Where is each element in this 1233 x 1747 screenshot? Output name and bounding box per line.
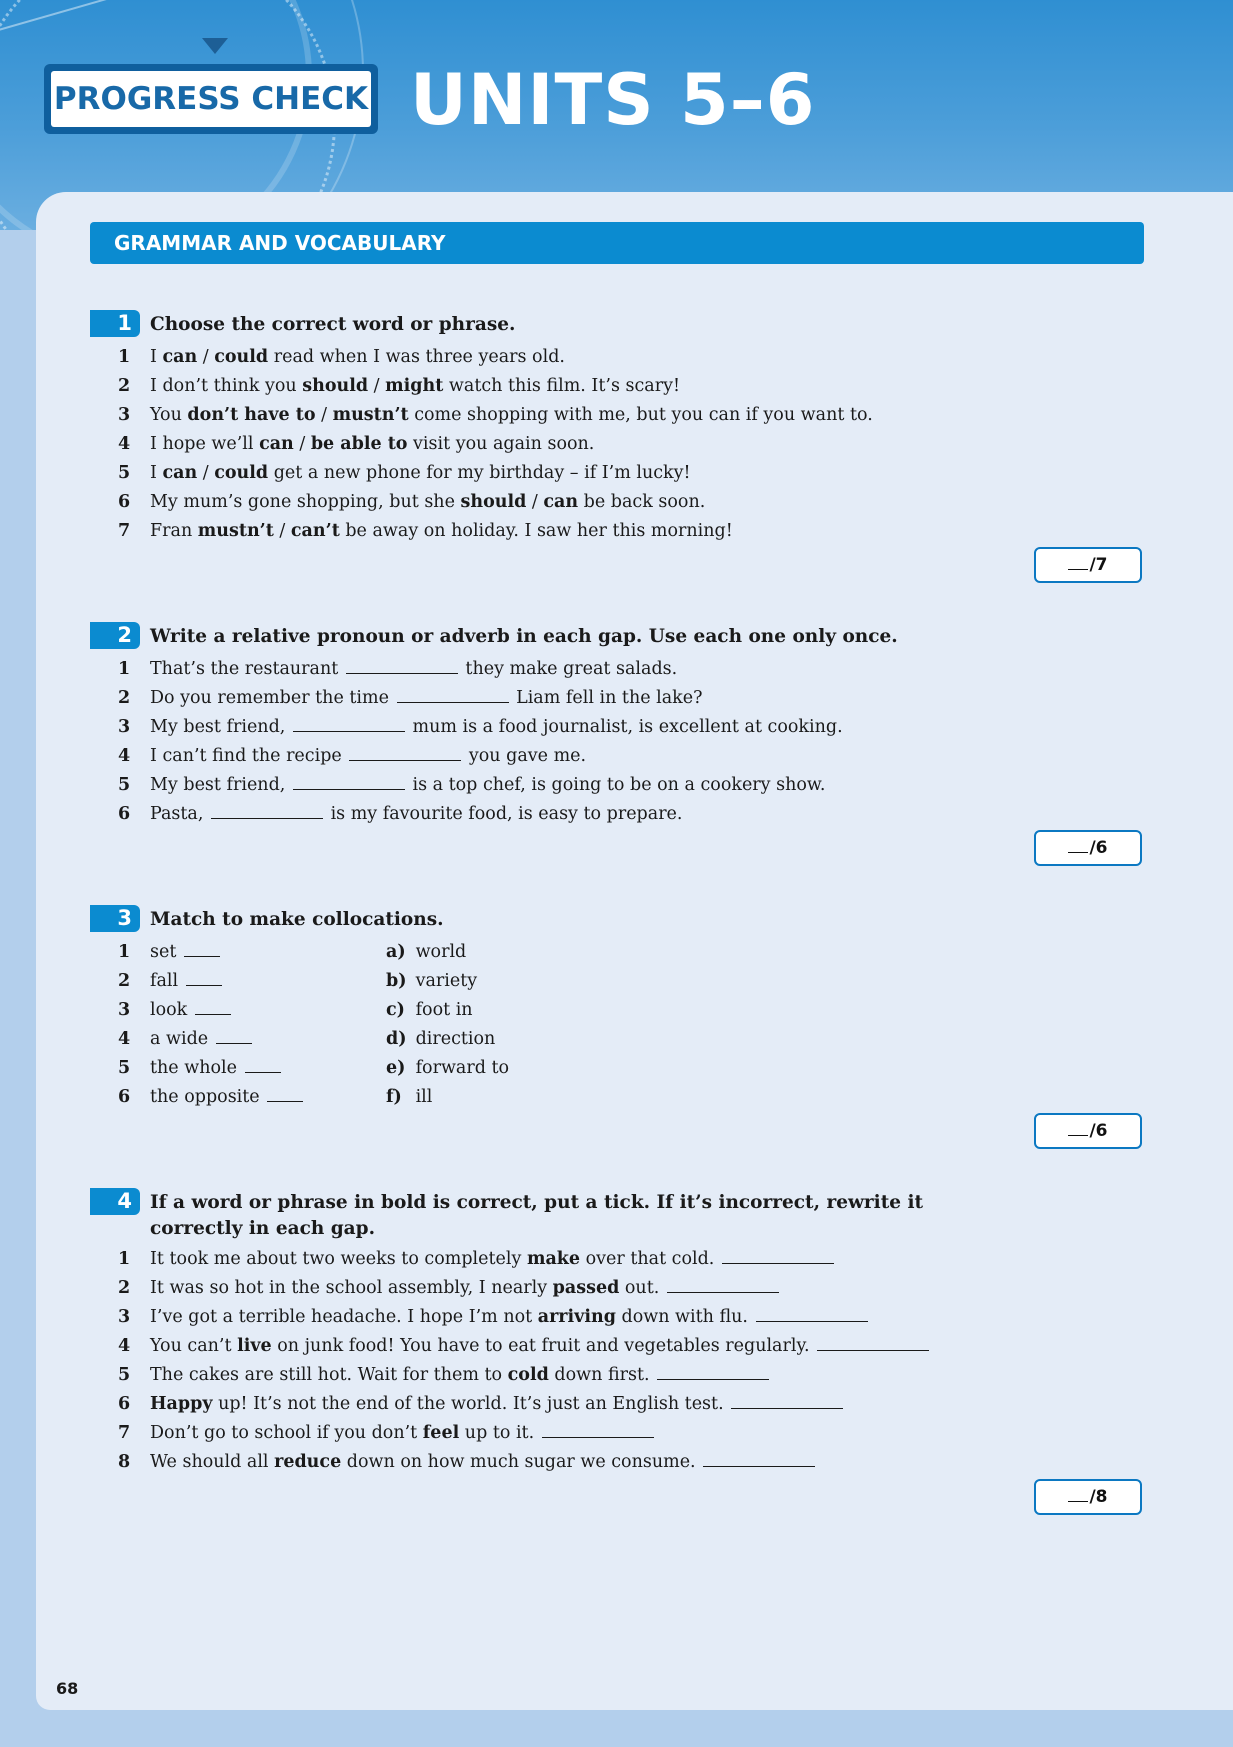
item-number: 5 bbox=[118, 1058, 131, 1078]
triangle-marker-icon bbox=[202, 38, 228, 54]
score-box[interactable] bbox=[1034, 1479, 1142, 1515]
item-text: watch this film. It’s scary! bbox=[443, 376, 680, 396]
option-text: ill bbox=[410, 1087, 433, 1107]
item-text: down with flu. bbox=[615, 1307, 754, 1327]
choice-option[interactable]: don’t have to bbox=[187, 405, 316, 425]
choice-separator: / bbox=[197, 347, 215, 367]
instruction-line: If a word or phrase in bold is correct, put a tick. If it’s incorrect, rewrite it bbox=[150, 1192, 924, 1213]
answer-gap[interactable] bbox=[657, 1378, 769, 1380]
item-text: out. bbox=[619, 1278, 665, 1298]
choice-option[interactable]: mustn’t bbox=[197, 521, 274, 541]
choice-separator: / bbox=[315, 405, 333, 425]
exercise-number: 1 bbox=[90, 310, 140, 337]
item-text: I don’t think you bbox=[150, 376, 303, 396]
item-text: over that cold. bbox=[580, 1249, 720, 1269]
item-text: I hope we’ll bbox=[150, 434, 260, 454]
score-box[interactable] bbox=[1034, 830, 1142, 866]
answer-gap[interactable] bbox=[817, 1349, 929, 1351]
score-box[interactable] bbox=[1034, 547, 1142, 583]
item-text: You bbox=[150, 405, 188, 425]
progress-check-label: PROGRESS CHECK bbox=[51, 71, 371, 127]
item-text: Do you remember the time bbox=[150, 688, 395, 708]
list-item bbox=[118, 1246, 1118, 1272]
option-text: world bbox=[410, 942, 467, 962]
list-item bbox=[118, 489, 1118, 515]
match-option bbox=[386, 1055, 509, 1081]
item-text: on junk food! You have to eat fruit and vegetables regularly. bbox=[271, 1336, 816, 1356]
list-item bbox=[118, 801, 1118, 827]
item-number: 5 bbox=[118, 775, 131, 795]
answer-gap[interactable] bbox=[195, 1013, 231, 1015]
item-text: That’s the restaurant bbox=[150, 659, 344, 679]
answer-gap[interactable] bbox=[245, 1071, 281, 1073]
answer-gap[interactable] bbox=[703, 1465, 815, 1467]
exercise-number: 2 bbox=[90, 622, 140, 649]
bold-phrase: make bbox=[526, 1249, 581, 1269]
list-item bbox=[118, 997, 378, 1023]
item-text: My mum’s gone shopping, but she bbox=[150, 492, 461, 512]
list-item bbox=[118, 373, 1118, 399]
list-item bbox=[118, 402, 1118, 428]
item-text: is my favourite food, is easy to prepare. bbox=[325, 804, 683, 824]
item-number: 6 bbox=[118, 804, 131, 824]
item-text: up to it. bbox=[459, 1423, 540, 1443]
item-number: 3 bbox=[118, 1000, 131, 1020]
match-option bbox=[386, 1026, 495, 1052]
bold-phrase: passed bbox=[552, 1278, 620, 1298]
choice-option[interactable]: can bbox=[259, 434, 294, 454]
answer-gap[interactable] bbox=[722, 1262, 834, 1264]
item-text: mum is a food journalist, is excellent at cooking. bbox=[406, 717, 843, 737]
exercise-instruction: Choose the correct word or phrase. bbox=[150, 314, 516, 335]
item-text: Fran bbox=[150, 521, 198, 541]
option-text: forward to bbox=[410, 1058, 510, 1078]
item-number: 4 bbox=[118, 1029, 131, 1049]
item-text: you gave me. bbox=[463, 746, 587, 766]
score-total: /7 bbox=[1089, 555, 1108, 575]
list-item bbox=[118, 939, 378, 965]
item-number: 8 bbox=[118, 1452, 131, 1472]
item-number: 2 bbox=[118, 688, 131, 708]
answer-gap[interactable] bbox=[293, 788, 405, 790]
item-text: My best friend, bbox=[150, 717, 291, 737]
item-number: 5 bbox=[118, 463, 131, 483]
progress-check-badge bbox=[44, 64, 378, 134]
item-text: is a top chef, is going to be on a cookery show. bbox=[406, 775, 826, 795]
answer-gap[interactable] bbox=[349, 759, 461, 761]
list-item bbox=[118, 1026, 378, 1052]
item-text: set bbox=[150, 942, 182, 962]
choice-option[interactable]: could bbox=[214, 347, 269, 367]
choice-separator: / bbox=[197, 463, 215, 483]
answer-gap[interactable] bbox=[542, 1436, 654, 1438]
item-number: 1 bbox=[118, 659, 131, 679]
score-total: /8 bbox=[1089, 1487, 1108, 1507]
item-number: 6 bbox=[118, 492, 131, 512]
list-item bbox=[118, 1084, 378, 1110]
choice-separator: / bbox=[293, 434, 311, 454]
page-title: UNITS 5–6 bbox=[410, 59, 816, 141]
item-text: a wide bbox=[150, 1029, 214, 1049]
item-text: You can’t bbox=[150, 1336, 238, 1356]
item-text: The cakes are still hot. Wait for them to bbox=[150, 1365, 508, 1385]
item-text: read when I was three years old. bbox=[268, 347, 565, 367]
answer-gap[interactable] bbox=[346, 672, 458, 674]
answer-gap[interactable] bbox=[186, 984, 222, 986]
choice-separator: / bbox=[273, 521, 291, 541]
item-number: 7 bbox=[118, 521, 131, 541]
score-box[interactable] bbox=[1034, 1113, 1142, 1149]
item-text: Liam fell in the lake? bbox=[510, 688, 703, 708]
choice-option[interactable]: could bbox=[214, 463, 269, 483]
score-blank bbox=[1068, 568, 1088, 570]
item-number: 3 bbox=[118, 405, 131, 425]
item-text: It was so hot in the school assembly, I nearly bbox=[150, 1278, 553, 1298]
answer-gap[interactable] bbox=[184, 955, 220, 957]
answer-gap[interactable] bbox=[756, 1320, 868, 1322]
exercise-instruction: Match to make collocations. bbox=[150, 909, 444, 930]
score-total: /6 bbox=[1089, 838, 1108, 858]
item-text: up! It’s not the end of the world. It’s just an English test. bbox=[212, 1394, 730, 1414]
option-letter: e) bbox=[386, 1058, 406, 1078]
item-text: down first. bbox=[548, 1365, 656, 1385]
list-item bbox=[118, 460, 1118, 486]
match-option bbox=[386, 1084, 432, 1110]
score-total: /6 bbox=[1089, 1121, 1108, 1141]
item-text: down on how much sugar we consume. bbox=[341, 1452, 702, 1472]
list-item bbox=[118, 1391, 1118, 1417]
page-number: 68 bbox=[56, 1679, 79, 1698]
item-number: 5 bbox=[118, 1365, 131, 1385]
list-item bbox=[118, 1420, 1118, 1446]
list-item bbox=[118, 743, 1118, 769]
item-number: 4 bbox=[118, 434, 131, 454]
list-item bbox=[118, 714, 1118, 740]
item-text: be back soon. bbox=[578, 492, 706, 512]
exercise-number: 4 bbox=[90, 1188, 140, 1215]
option-text: direction bbox=[410, 1029, 496, 1049]
score-blank bbox=[1068, 1134, 1088, 1136]
list-item bbox=[118, 1362, 1118, 1388]
choice-option[interactable]: should bbox=[302, 376, 369, 396]
option-letter: f) bbox=[386, 1087, 402, 1107]
item-number: 2 bbox=[118, 971, 131, 991]
score-blank bbox=[1068, 1500, 1088, 1502]
match-option bbox=[386, 997, 473, 1023]
list-item bbox=[118, 1333, 1118, 1359]
answer-gap[interactable] bbox=[267, 1100, 303, 1102]
match-option bbox=[386, 939, 466, 965]
list-item bbox=[118, 344, 1118, 370]
item-number: 1 bbox=[118, 1249, 131, 1269]
answer-gap[interactable] bbox=[293, 730, 405, 732]
choice-separator: / bbox=[368, 376, 386, 396]
item-text: I bbox=[150, 463, 163, 483]
item-text: come shopping with me, but you can if you want to. bbox=[408, 405, 873, 425]
item-text: My best friend, bbox=[150, 775, 291, 795]
option-text: foot in bbox=[410, 1000, 473, 1020]
option-letter: d) bbox=[386, 1029, 407, 1049]
answer-gap[interactable] bbox=[667, 1291, 779, 1293]
item-text: look bbox=[150, 1000, 193, 1020]
choice-option[interactable]: might bbox=[385, 376, 444, 396]
list-item bbox=[118, 1055, 378, 1081]
item-number: 6 bbox=[118, 1394, 131, 1414]
item-number: 4 bbox=[118, 1336, 131, 1356]
answer-gap[interactable] bbox=[211, 817, 323, 819]
choice-option[interactable]: can bbox=[543, 492, 579, 512]
item-text: the whole bbox=[150, 1058, 243, 1078]
list-item bbox=[118, 1275, 1118, 1301]
item-text: Don’t go to school if you don’t bbox=[150, 1423, 423, 1443]
list-item bbox=[118, 1304, 1118, 1330]
item-text: they make great salads. bbox=[459, 659, 678, 679]
bold-phrase: Happy bbox=[150, 1394, 213, 1414]
option-letter: b) bbox=[386, 971, 407, 991]
answer-gap[interactable] bbox=[397, 701, 509, 703]
choice-option[interactable]: can bbox=[162, 347, 198, 367]
instruction-line: correctly in each gap. bbox=[150, 1218, 376, 1239]
item-number: 6 bbox=[118, 1087, 131, 1107]
choice-option[interactable]: mustn’t bbox=[332, 405, 409, 425]
answer-gap[interactable] bbox=[731, 1407, 843, 1409]
match-option bbox=[386, 968, 477, 994]
item-number: 4 bbox=[118, 746, 131, 766]
choice-separator: / bbox=[526, 492, 544, 512]
item-number: 3 bbox=[118, 1307, 131, 1327]
exercise-instruction: Write a relative pronoun or adverb in each gap. Use each one only once. bbox=[150, 626, 898, 647]
exercise-instruction bbox=[150, 1190, 923, 1242]
bold-phrase: arriving bbox=[537, 1307, 616, 1327]
item-text: be away on holiday. I saw her this morning! bbox=[339, 521, 733, 541]
bold-phrase: reduce bbox=[274, 1452, 342, 1472]
item-text: I bbox=[150, 347, 163, 367]
list-item bbox=[118, 1449, 1118, 1475]
item-text: visit you again soon. bbox=[407, 434, 595, 454]
option-letter: c) bbox=[386, 1000, 405, 1020]
section-heading: GRAMMAR AND VOCABULARY bbox=[90, 222, 1144, 264]
score-blank bbox=[1068, 851, 1088, 853]
option-letter: a) bbox=[386, 942, 406, 962]
choice-option[interactable]: be able to bbox=[310, 434, 408, 454]
bold-phrase: cold bbox=[507, 1365, 549, 1385]
item-number: 1 bbox=[118, 942, 131, 962]
list-item bbox=[118, 656, 1118, 682]
list-item bbox=[118, 518, 1118, 544]
item-number: 2 bbox=[118, 376, 131, 396]
item-number: 3 bbox=[118, 717, 131, 737]
item-text: Pasta, bbox=[150, 804, 209, 824]
item-text: I can’t find the recipe bbox=[150, 746, 348, 766]
list-item bbox=[118, 772, 1118, 798]
exercise-number: 3 bbox=[90, 905, 140, 932]
answer-gap[interactable] bbox=[216, 1042, 252, 1044]
choice-option[interactable]: can bbox=[162, 463, 198, 483]
item-number: 2 bbox=[118, 1278, 131, 1298]
bold-phrase: live bbox=[237, 1336, 272, 1356]
item-number: 1 bbox=[118, 347, 131, 367]
bold-phrase: feel bbox=[422, 1423, 460, 1443]
list-item bbox=[118, 431, 1118, 457]
item-text: I’ve got a terrible headache. I hope I’m not bbox=[150, 1307, 538, 1327]
list-item bbox=[118, 685, 1118, 711]
item-text: get a new phone for my birthday – if I’m lucky! bbox=[268, 463, 691, 483]
list-item bbox=[118, 968, 378, 994]
item-text: It took me about two weeks to completely bbox=[150, 1249, 527, 1269]
choice-option[interactable]: can’t bbox=[290, 521, 340, 541]
option-text: variety bbox=[410, 971, 478, 991]
item-number: 7 bbox=[118, 1423, 131, 1443]
choice-option[interactable]: should bbox=[460, 492, 527, 512]
item-text: We should all bbox=[150, 1452, 275, 1472]
item-text: fall bbox=[150, 971, 184, 991]
item-text: the opposite bbox=[150, 1087, 266, 1107]
